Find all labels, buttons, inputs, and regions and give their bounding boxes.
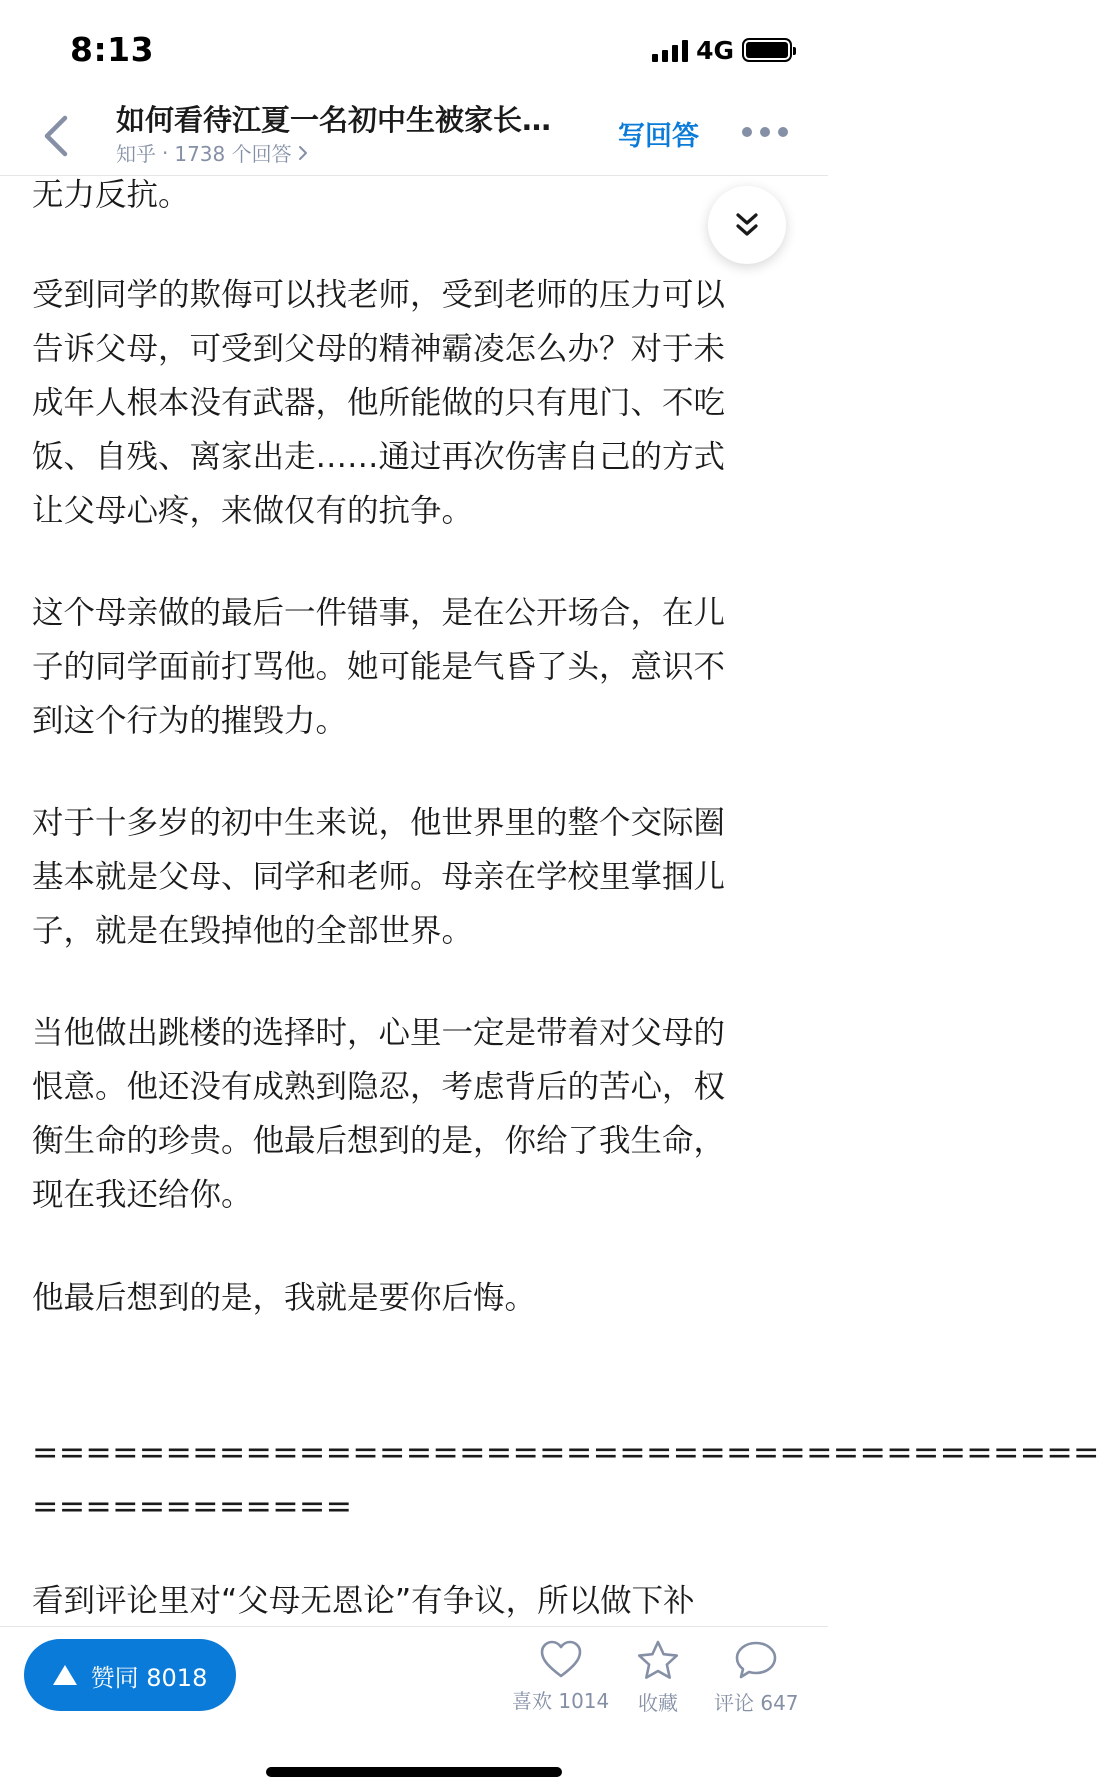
chevron-left-icon xyxy=(41,114,71,158)
like-button[interactable] xyxy=(512,1639,609,1714)
paragraph: 看到评论里对“父母无恩论”有争议，所以做下补 xyxy=(32,1583,695,1619)
paragraph: 这个母亲做的最后一件错事，是在公开场合，在儿 子的同学面前打骂他。她可能是气昏了头，意识不 到这个行为的摧毁力。 xyxy=(32,595,726,739)
upvote-triangle-icon xyxy=(53,1665,77,1685)
dot xyxy=(742,127,752,137)
paragraph: 对于十多岁的初中生来说，他世界里的整个交际圈 基本就是父母、同学和老师。母亲在学校里掌掴儿 子，就是在毁掉他的全部世界。 xyxy=(32,805,726,949)
dot xyxy=(778,127,788,137)
answers-count: 1738 个回答 xyxy=(174,142,292,166)
battery-icon xyxy=(742,38,792,62)
status-indicators xyxy=(652,36,792,64)
answer-content[interactable] xyxy=(0,176,1100,1626)
back-button[interactable] xyxy=(28,106,84,166)
comment-bubble-icon xyxy=(734,1639,778,1681)
more-options-button[interactable] xyxy=(742,122,788,142)
divider-text: ======================================== ============ xyxy=(32,1435,1100,1525)
collapse-button[interactable] xyxy=(708,186,786,264)
collect-label: 收藏 xyxy=(638,1691,678,1715)
heart-icon xyxy=(539,1639,583,1679)
dot xyxy=(760,127,770,137)
home-indicator[interactable] xyxy=(266,1767,562,1777)
comment-label: 评论 647 xyxy=(714,1691,799,1715)
like-label: 喜欢 1014 xyxy=(512,1689,610,1713)
upvote-button[interactable] xyxy=(24,1639,236,1711)
write-answer-button[interactable]: 写回答 xyxy=(618,121,699,152)
network-type: 4G xyxy=(696,35,734,65)
status-bar xyxy=(0,0,828,96)
status-time: 8:13 xyxy=(70,30,155,69)
collect-button[interactable] xyxy=(636,1639,680,1716)
bottom-action-bar xyxy=(0,1626,828,1792)
star-icon xyxy=(636,1639,680,1681)
chevron-right-icon xyxy=(298,145,308,161)
double-chevron-down-icon xyxy=(734,211,760,239)
question-meta[interactable] xyxy=(116,138,308,167)
source-label: 知乎 xyxy=(116,142,156,166)
cellular-signal-icon xyxy=(652,38,688,62)
paragraph: 无力反抗。 xyxy=(32,177,190,213)
upvote-label: 赞同 8018 xyxy=(90,1663,208,1692)
paragraph: 受到同学的欺侮可以找老师，受到老师的压力可以 告诉父母，可受到父母的精神霸凌怎么办？对于未 成年人根本没有武器，他所能做的只有甩门、不吃 饭、自残、离家出走……通过再次伤害自己的方式 让父母心疼，来做仅有的抗争。 xyxy=(32,277,726,529)
question-title[interactable]: 如何看待江夏一名初中生被家长… xyxy=(116,103,552,137)
comment-button[interactable] xyxy=(714,1639,799,1716)
paragraph: 当他做出跳楼的选择时，心里一定是带着对父母的 恨意。他还没有成熟到隐忍，考虑背后的苦心，权 衡生命的珍贵。他最后想到的是，你给了我生命， 现在我还给你。 xyxy=(32,1015,726,1213)
nav-header xyxy=(0,96,828,176)
meta-separator: · xyxy=(162,140,169,165)
paragraph: 他最后想到的是，我就是要你后悔。 xyxy=(32,1280,537,1316)
